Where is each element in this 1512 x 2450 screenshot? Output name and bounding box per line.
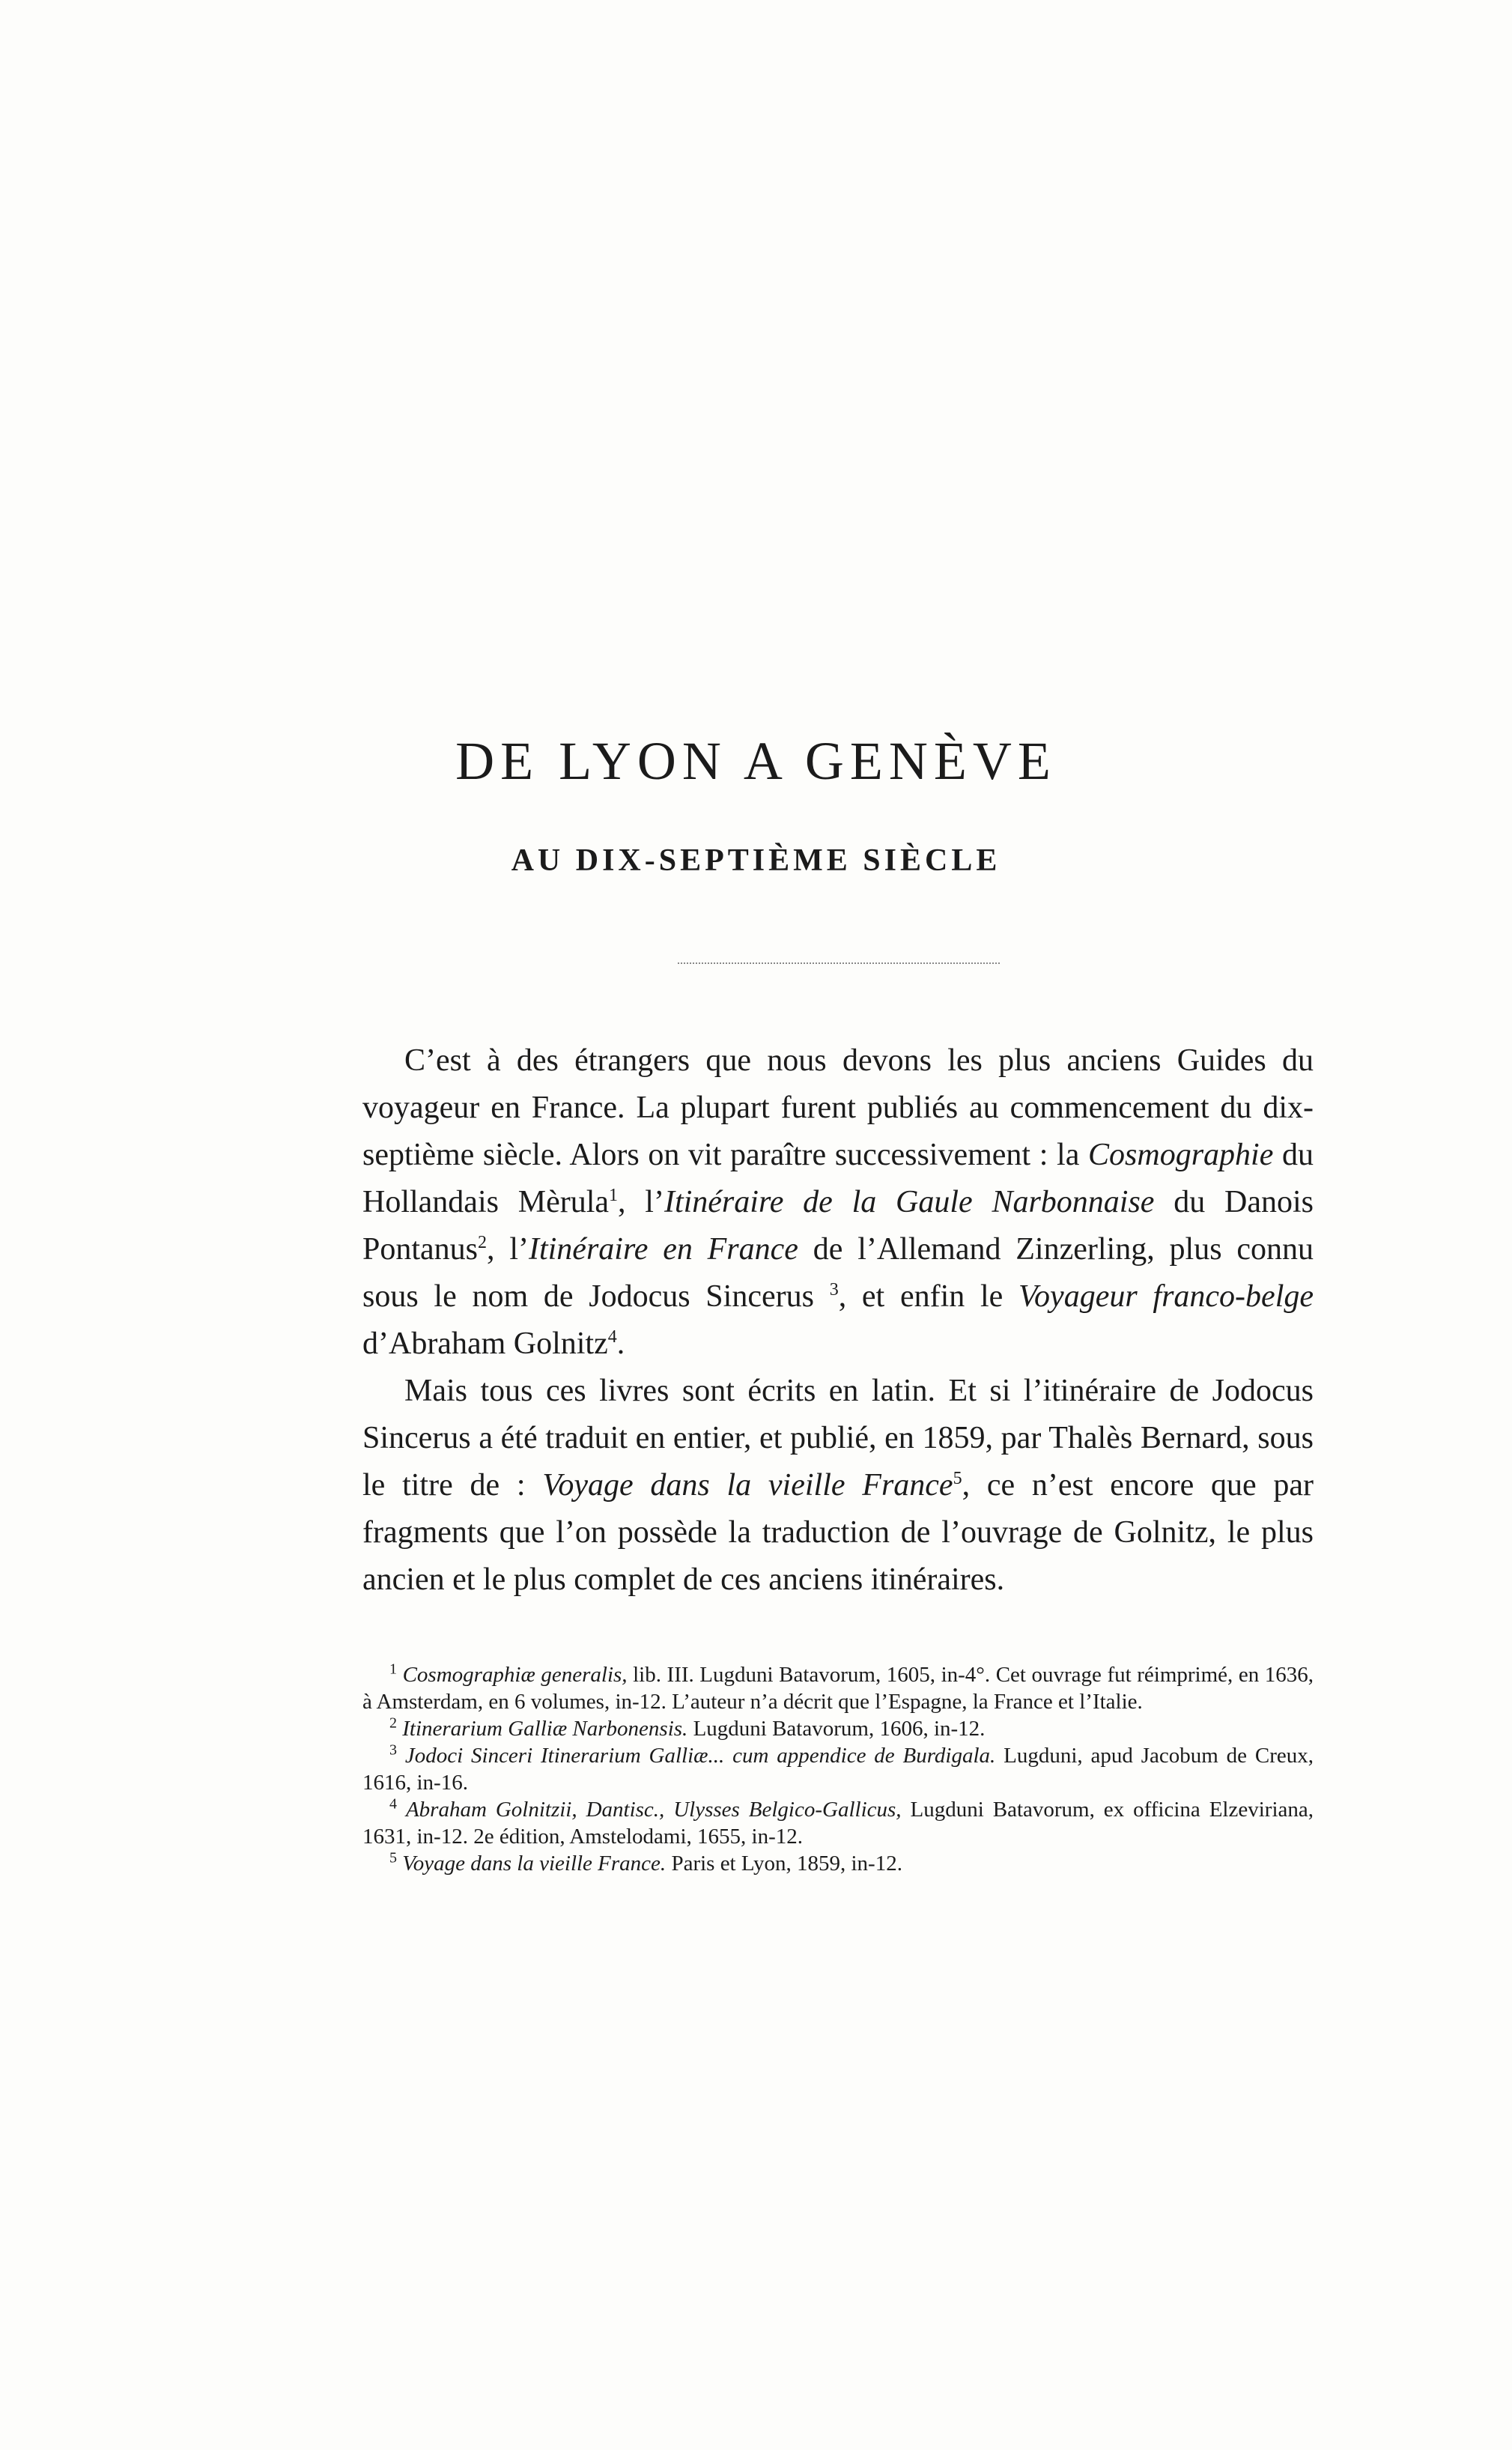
footnote-text: Lugduni, apud Jacobum de Creux, 1616, in-16. (362, 1744, 1314, 1795)
text-span: , ce n’est encore que par fragments que l’on possède la traduction de l’ouvrage de Golnitz, le plus ancien et le plus complet de ces anciens itinéraires. (362, 1468, 1314, 1597)
footnote-title: Jodoci Sinceri Itinerarium Galliæ... cum appendice de Burdigala. (404, 1744, 996, 1768)
text-span: , l’ (618, 1185, 664, 1219)
italic-title: Itinéraire en France (528, 1232, 798, 1267)
text-span: C’est à des étrangers que nous devons les plus anciens Guides du voyageur en France. La plupart furent publiés au commencement du dix-septième siècle. Alors on vit paraître successivement : la (362, 1043, 1314, 1172)
footnote-text: Lugduni Batavorum, 1606, in-12. (687, 1717, 986, 1741)
main-text (362, 1037, 1314, 1604)
page-title: DE LYON A GENÈVE (455, 731, 1057, 791)
footnote-number: 3 (389, 1741, 397, 1759)
footnotes (362, 1661, 1314, 1877)
footnote-number: 4 (389, 1795, 397, 1813)
text-span: , l’ (487, 1232, 529, 1267)
paragraph-1 (362, 1037, 1314, 1368)
footnote (362, 1850, 1314, 1877)
paragraph-2 (362, 1368, 1314, 1604)
footnote-title: Abraham Golnitzii, Dantisc., Ulysses Belgico-Gallicus, (405, 1798, 902, 1822)
footnote-ref-3[interactable]: 3 (829, 1280, 839, 1300)
footnote-ref-1[interactable]: 1 (609, 1186, 619, 1205)
footnote-text: Lugduni Batavorum, ex officina Elzeviriana, 1631, in-12. 2e édition, Amstelodami, 1655, in-12. (362, 1798, 1314, 1849)
text-span: d’Abraham Golnitz (362, 1326, 608, 1361)
text-span: , et enfin le (838, 1279, 1019, 1314)
footnote (362, 1796, 1314, 1850)
footnote-ref-2[interactable]: 2 (478, 1233, 488, 1252)
footnote-ref-4[interactable]: 4 (607, 1327, 617, 1347)
footnote-ref-5[interactable]: 5 (953, 1469, 962, 1488)
footnote (362, 1715, 1314, 1742)
footnote-number: 1 (389, 1661, 397, 1678)
footnote-title: Cosmographiæ generalis, (402, 1663, 628, 1687)
text-span: de l’Allemand Zinzerling, plus connu sous le nom de Jodocus Sincerus (362, 1232, 1314, 1314)
title-divider (678, 962, 1000, 964)
page-subtitle: AU DIX-SEPTIÈME SIÈCLE (511, 843, 1001, 878)
text-span: du Hollandais Mèrula (362, 1138, 1314, 1219)
italic-title: Itinéraire de la Gaule Narbonnaise (664, 1185, 1155, 1219)
footnote-text: Paris et Lyon, 1859, in-12. (666, 1852, 902, 1876)
text-span: Mais tous ces livres sont écrits en latin. Et si l’itinéraire de Jodocus Sincerus a été traduit en entier, et publié, en 1859, par Thalès Bernard, sous le titre de : (362, 1374, 1314, 1503)
text-span: du Danois Pontanus (362, 1185, 1314, 1267)
italic-title: Voyageur franco-belge (1018, 1279, 1314, 1314)
footnote-title: Itinerarium Galliæ Narbonensis. (402, 1717, 688, 1741)
footnote (362, 1742, 1314, 1796)
footnote-text: lib. III. Lugduni Batavorum, 1605, in-4°. Cet ouvrage fut réimprimé, en 1636, à Amsterdam, en 6 volumes, in-12. L’auteur n’a décrit que l’Espagne, la France et l’Italie. (362, 1663, 1314, 1714)
footnote-number: 2 (389, 1714, 397, 1732)
italic-title: Cosmographie (1088, 1138, 1274, 1172)
text-span: . (616, 1326, 625, 1361)
footnote (362, 1661, 1314, 1715)
footnote-number: 5 (389, 1849, 397, 1867)
footnote-title: Voyage dans la vieille France. (402, 1852, 667, 1876)
italic-title: Voyage dans la vieille France (542, 1468, 953, 1503)
